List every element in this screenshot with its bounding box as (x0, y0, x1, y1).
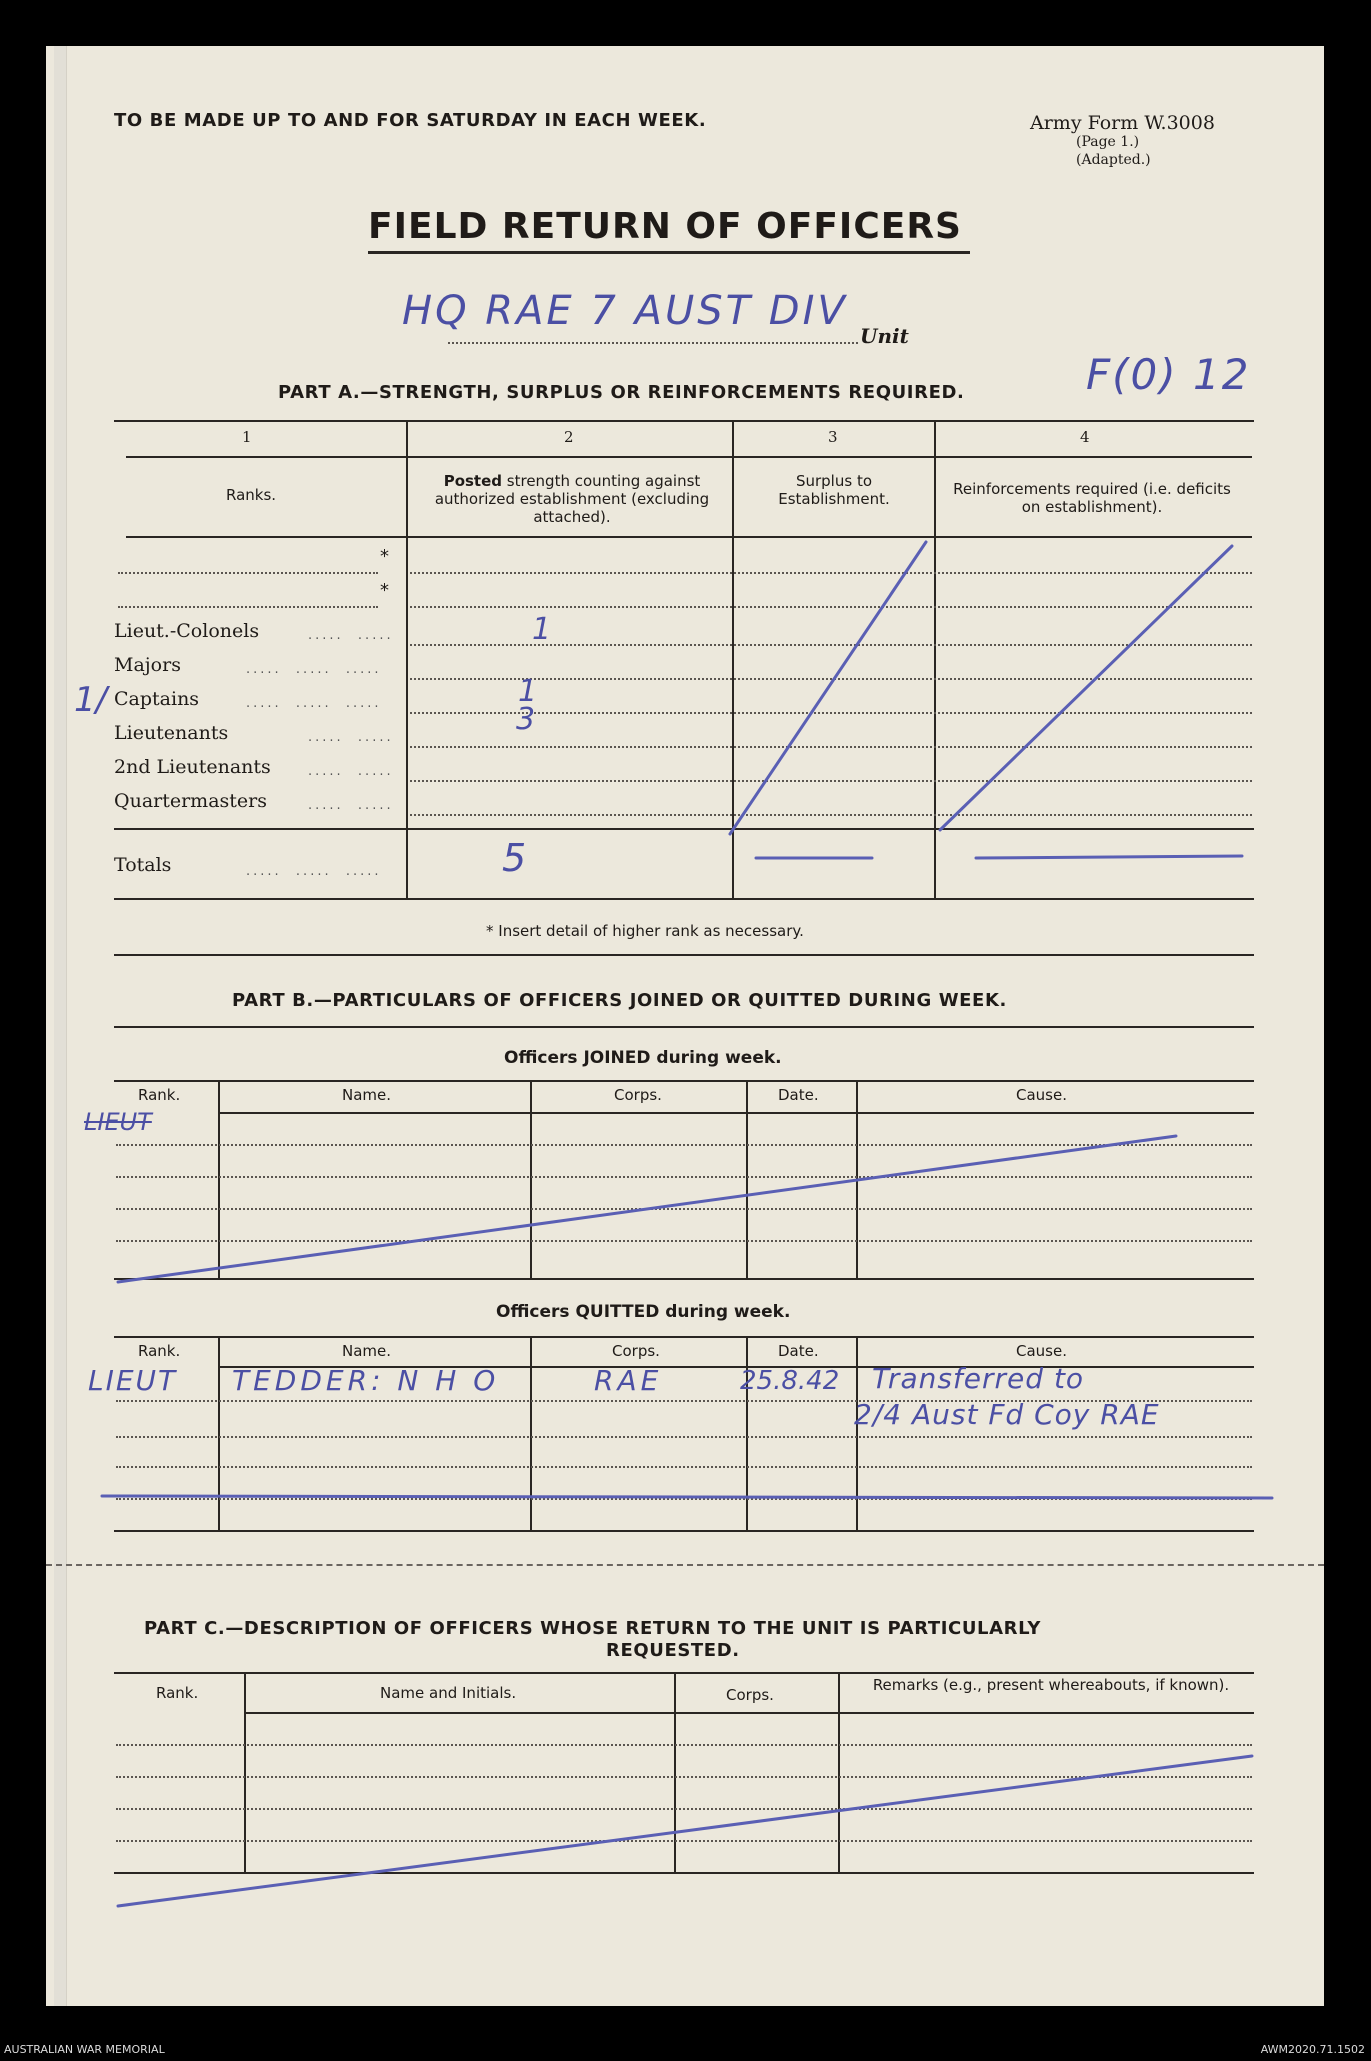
joined-col-date: Date. (778, 1086, 819, 1104)
totals-value: 5 (502, 836, 527, 880)
quitted-col-rank: Rank. (138, 1342, 181, 1360)
value-captains: 1 (518, 674, 538, 709)
rank-captains: Captains (114, 688, 200, 710)
form-number: Army Form W.3008 (1030, 112, 1215, 134)
part-c-col-rank: Rank. (156, 1684, 199, 1702)
rank-lieut-colonels: Lieut.-Colonels (114, 620, 260, 642)
joined-col-cause: Cause. (1016, 1086, 1067, 1104)
leader-dots: ..... ..... (308, 798, 394, 813)
quitted-col-cause: Cause. (1016, 1342, 1067, 1360)
quitted-rank: LIEUT (88, 1364, 178, 1397)
part-b-title: PART B.—PARTICULARS OF OFFICERS JOINED OR QUITTED DURING WEEK. (232, 990, 1007, 1011)
quitted-col-date: Date. (778, 1342, 819, 1360)
unit-label: Unit (860, 324, 909, 348)
joined-title: Officers JOINED during week. (504, 1048, 782, 1068)
joined-col-corps: Corps. (614, 1086, 662, 1104)
form-page (46, 46, 1324, 2006)
part-c-col-remarks: Remarks (e.g., present whereabouts, if known). (872, 1676, 1230, 1694)
archive-footer (0, 2040, 1371, 2061)
col-number-3: 3 (828, 428, 838, 446)
reinforcements-cancel-stroke (940, 546, 1232, 830)
form-adapted-label: (Adapted.) (1076, 152, 1151, 168)
quitted-title: Officers QUITTED during week. (496, 1302, 791, 1322)
quitted-name: TEDDER: N H O (232, 1364, 500, 1397)
ink-strokes (46, 46, 1324, 2006)
leader-dots: ..... ..... (308, 628, 394, 643)
quitted-cause-line-2: 2/4 Aust Fd Coy RAE (854, 1398, 1160, 1431)
rank-2nd-lieutenants: 2nd Lieutenants (114, 756, 271, 778)
part-a-footnote: * Insert detail of higher rank as necessary. (486, 922, 804, 940)
rank-lieutenants: Lieutenants (114, 722, 229, 744)
rank-quartermasters: Quartermasters (114, 790, 267, 812)
leader-dots: ..... ..... (308, 764, 394, 779)
reinforcements-total-dash (976, 856, 1242, 858)
leader-dots: ..... ..... ..... (246, 864, 382, 879)
reference-handwritten: F(0) 12 (1086, 350, 1251, 399)
joined-col-name: Name. (342, 1086, 392, 1104)
quitted-cause-line-1: Transferred to (872, 1362, 1085, 1395)
col-surplus-header: Surplus to Establishment. (778, 472, 890, 508)
archive-name: AUSTRALIAN WAR MEMORIAL (4, 2043, 165, 2056)
col-number-4: 4 (1080, 428, 1090, 446)
joined-cancel-stroke (118, 1136, 1176, 1282)
unit-handwritten: HQ RAE 7 AUST DIV (402, 288, 848, 334)
form-instruction: TO BE MADE UP TO AND FOR SATURDAY IN EACH WEEK. (114, 110, 707, 131)
leader-dots: ..... ..... (308, 730, 394, 745)
rank-majors: Majors (114, 654, 181, 676)
col-reinforcements-header: Reinforcements required (i.e. deficits on establishment). (953, 480, 1231, 516)
asterisk-row-2: * (380, 580, 389, 601)
page-title: FIELD RETURN OF OFFICERS (368, 206, 962, 247)
col-number-2: 2 (564, 428, 574, 446)
quitted-col-corps: Corps. (612, 1342, 660, 1360)
quitted-underline-stroke (102, 1496, 1272, 1498)
value-lieutenants: 3 (516, 702, 536, 737)
part-c-cancel-stroke (118, 1756, 1252, 1906)
leader-dots: ..... ..... ..... (246, 696, 382, 711)
value-lieut-colonels: 1 (532, 612, 552, 647)
leader-dots: ..... ..... ..... (246, 662, 382, 677)
col-posted-header: Posted strength counting against authorized establishment (excluding attached). (434, 472, 710, 526)
quitted-corps: RAE (594, 1364, 663, 1397)
surplus-cancel-stroke (730, 542, 926, 834)
joined-col-rank: Rank. (138, 1086, 181, 1104)
part-c-title-line-1: PART C.—DESCRIPTION OF OFFICERS WHOSE RETURN TO THE UNIT IS PARTICULARLY (144, 1618, 1042, 1639)
totals-label: Totals (114, 854, 172, 876)
part-c-title-line-2: REQUESTED. (606, 1640, 740, 1661)
col-number-1: 1 (242, 428, 252, 446)
form-page-label: (Page 1.) (1076, 134, 1140, 150)
archive-id: AWM2020.71.1502 (1260, 2043, 1365, 2056)
asterisk-row-1: * (380, 546, 389, 567)
part-a-title: PART A.—STRENGTH, SURPLUS OR REINFORCEMENTS REQUIRED. (278, 382, 965, 403)
captains-margin-note: 1/ (74, 680, 108, 720)
part-c-col-corps: Corps. (726, 1686, 774, 1704)
joined-rank-handwritten: LIEUT (84, 1108, 152, 1136)
part-c-col-name: Name and Initials. (380, 1684, 517, 1702)
col-ranks-header: Ranks. (226, 486, 277, 504)
quitted-date: 25.8.42 (740, 1366, 840, 1396)
quitted-col-name: Name. (342, 1342, 392, 1360)
